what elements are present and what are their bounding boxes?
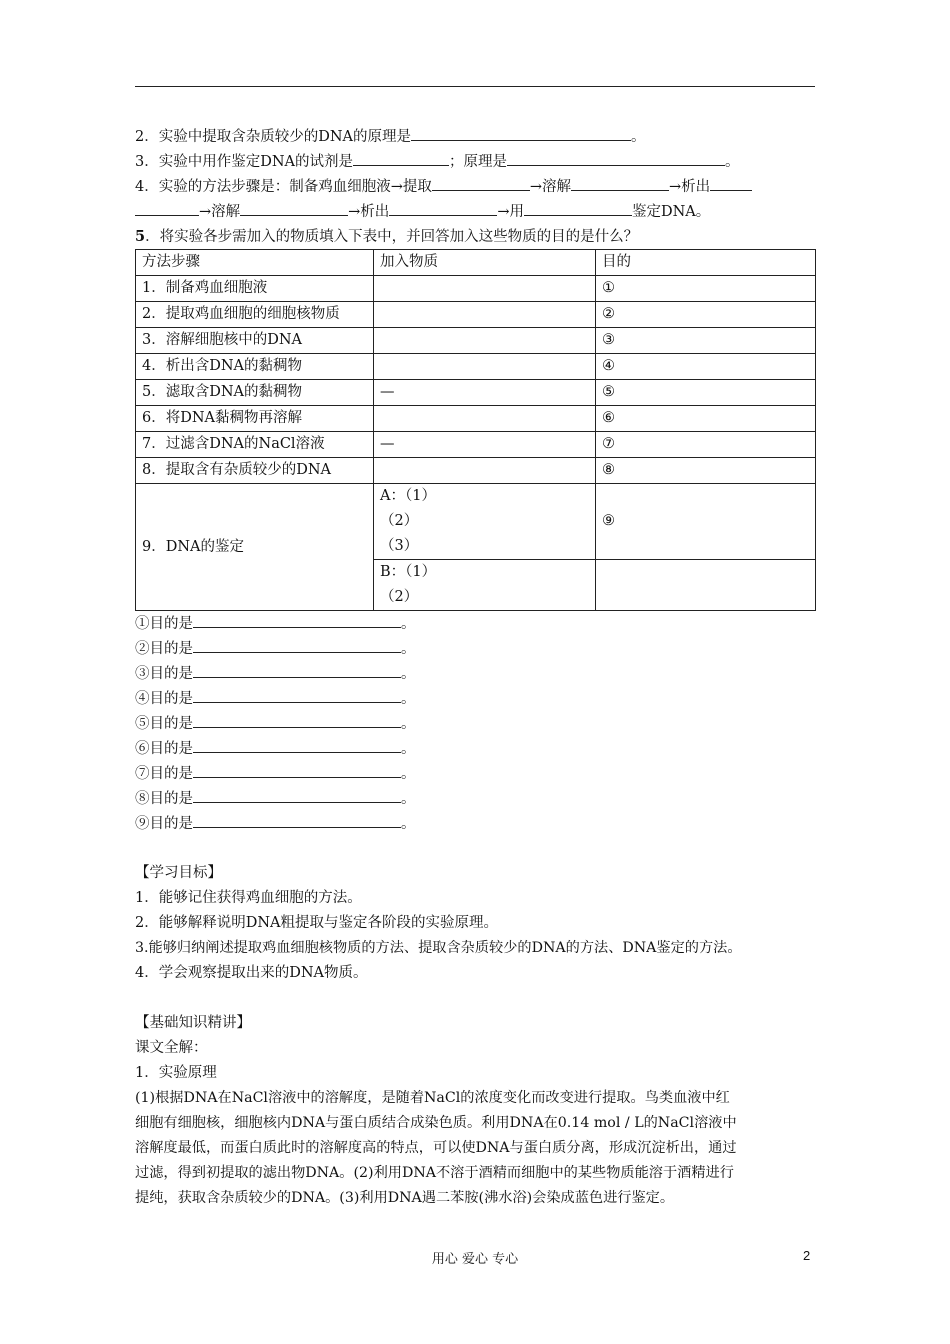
goal-item: 1．能够记住获得鸡血细胞的方法。 [135,890,362,906]
purpose-line-6: ⑥目的是 。 [135,736,815,761]
answer-blank[interactable] [524,199,632,216]
step-cell: 2．提取鸡血细胞的细胞核物质 [136,302,374,328]
purpose-cell-9b [596,560,816,611]
table-row [136,380,816,406]
substance-cell[interactable] [374,354,596,380]
purpose-line-2: ②目的是 。 [135,636,815,661]
substance-cell[interactable] [374,302,596,328]
table-row [136,406,816,432]
steps-table [135,249,816,611]
answer-blank[interactable] [353,149,449,166]
goal-item: 3.能够归纳阐述提取鸡血细胞核物质的方法、提取含杂质较少的DNA的方法、DNA鉴定的方法。 [135,940,742,956]
step-cell: 8．提取含有杂质较少的DNA [136,458,374,484]
step-cell: 6．将DNA黏稠物再溶解 [136,406,374,432]
page-content [135,124,815,1211]
table-header-cell: 方法步骤 [136,250,374,276]
answer-blank[interactable] [193,711,401,728]
purpose-line-7: ⑦目的是 。 [135,761,815,786]
question-2: 2．实验中提取含杂质较少的DNA的原理是 。 [135,124,815,149]
step-cell: 1．制备鸡血细胞液 [136,276,374,302]
purpose-line-1: ①目的是 。 [135,611,815,636]
answer-blank[interactable] [193,811,401,828]
table-header-cell: 目的 [596,250,816,276]
paragraph-line: 溶解度最低，而蛋白质此时的溶解度高的特点，可以使DNA与蛋白质分离，形成沉淀析出，通过 [135,1140,737,1156]
question-5: 5．将实验各步需加入的物质填入下表中，并回答加入这些物质的目的是什么？ [135,228,639,245]
purpose-line-9: ⑨目的是 。 [135,811,815,836]
substance-cell[interactable] [374,328,596,354]
table-row-9a [136,484,816,560]
purpose-cell: ① [596,276,816,302]
answer-blank[interactable] [193,636,401,653]
table-row [136,276,816,302]
step-cell: 5．滤取含DNA的黏稠物 [136,380,374,406]
answer-blank[interactable] [507,149,725,166]
substance-cell[interactable] [374,458,596,484]
answer-blank[interactable] [193,761,401,778]
purpose-line-4: ④目的是 。 [135,686,815,711]
answer-blank[interactable] [240,199,348,216]
table-row [136,354,816,380]
goal-item: 4．学会观察提取出来的DNA物质。 [135,965,368,981]
goal-item: 2．能够解释说明DNA粗提取与鉴定各阶段的实验原理。 [135,915,499,931]
item-principle: 1．实验原理 [135,1065,217,1081]
paragraph-line: (1)根据DNA在NaCl溶液中的溶解度，是随着NaCl的浓度变化而改变进行提取。鸟类血液中红 [135,1090,730,1106]
question-3: 3．实验中用作鉴定DNA的试剂是 ；原理是 。 [135,149,815,174]
purpose-cell: ⑦ [596,432,816,458]
page-number: 2 [803,1248,811,1263]
purpose-cell: ⑤ [596,380,816,406]
purpose-cell: ④ [596,354,816,380]
purpose-cell: ③ [596,328,816,354]
answer-blank[interactable] [193,686,401,703]
answer-blank[interactable] [193,786,401,803]
answer-blank[interactable] [389,199,497,216]
step-cell: 3．溶解细胞核中的DNA [136,328,374,354]
table-row [136,458,816,484]
answer-blank[interactable] [432,174,530,191]
subheading-text-explain: 课文全解： [135,1040,208,1056]
answer-blank[interactable] [193,661,401,678]
paragraph-line: 细胞有细胞核，细胞核内DNA与蛋白质结合成染色质。利用DNA在0.14 mol / L的NaCl溶液中 [135,1115,737,1131]
answer-blank[interactable] [193,611,401,628]
substance-cell-b[interactable]: B：（1） （2） [374,560,596,611]
step-cell-dna-identify: 9．DNA的鉴定 [136,484,374,611]
answer-blank[interactable] [411,124,631,141]
purpose-cell: ⑥ [596,406,816,432]
substance-cell: — [374,380,596,406]
paragraph-line: 过滤，得到初提取的滤出物DNA。(2)利用DNA不溶于酒精而细胞中的某些物质能溶于酒精进行 [135,1165,734,1181]
table-row [136,302,816,328]
substance-cell-a[interactable]: A：（1） （2） （3） [374,484,596,560]
table-row [136,432,816,458]
paragraph-line: 提纯，获取含杂质较少的DNA。(3)利用DNA遇二苯胺(沸水浴)会染成蓝色进行鉴定。 [135,1190,675,1206]
purpose-line-8: ⑧目的是 。 [135,786,815,811]
table-header-row [136,250,816,276]
purpose-line-3: ③目的是 。 [135,661,815,686]
step-cell: 4．析出含DNA的黏稠物 [136,354,374,380]
answer-blank[interactable] [135,199,199,216]
section-heading-basics: 【基础知识精讲】 [135,1015,251,1031]
substance-cell: — [374,432,596,458]
section-heading-goals: 【学习目标】 [135,865,222,881]
purpose-cell: ② [596,302,816,328]
answer-blank[interactable] [571,174,669,191]
question-4-line2: →溶解 →析出 →用 鉴定DNA。 [135,199,815,224]
purpose-line-5: ⑤目的是 。 [135,711,815,736]
substance-cell[interactable] [374,276,596,302]
answer-blank[interactable] [710,174,752,191]
table-row [136,328,816,354]
table-header-cell: 加入物质 [374,250,596,276]
answer-blank[interactable] [193,736,401,753]
page-footer: 用心 爱心 专心 [431,1252,519,1267]
question-4-line1: 4．实验的方法步骤是：制备鸡血细胞液→提取 →溶解 →析出 [135,174,815,199]
header-rule [135,86,815,87]
purpose-cell-9: ⑨ [596,484,816,560]
purpose-cell: ⑧ [596,458,816,484]
substance-cell[interactable] [374,406,596,432]
step-cell: 7．过滤含DNA的NaCl溶液 [136,432,374,458]
